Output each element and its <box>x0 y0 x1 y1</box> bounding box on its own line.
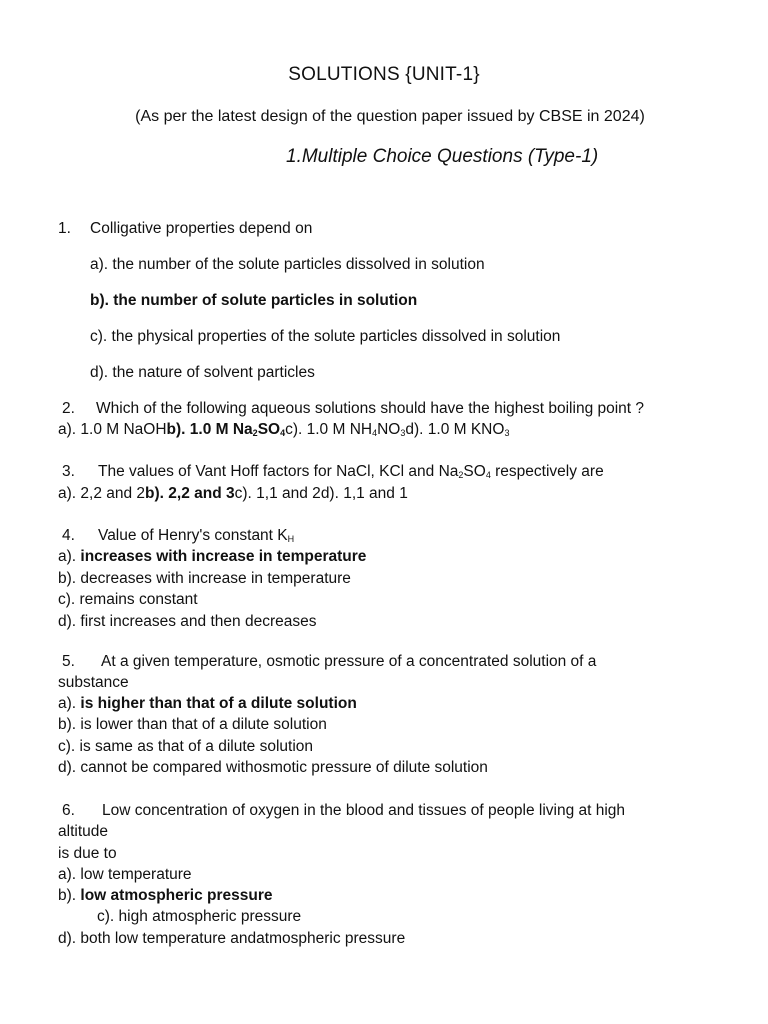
question-2 <box>62 400 644 418</box>
option-1b-answer: b). the number of solute particles in solution <box>90 292 418 309</box>
option-5d: d). cannot be compared withosmotic pressure of dilute solution <box>58 759 488 776</box>
option-4a: a). increases with increase in temperature <box>58 548 367 565</box>
question-text: Low concentration of oxygen in the blood and tissues of people living at high <box>102 802 626 819</box>
question-text: The values of Vant Hoff factors for NaCl, KCl and $Na_2SO_4$ respectively are <box>98 463 604 480</box>
page-subtitle: (As per the latest design of the question paper issued by CBSE in 2024) <box>135 108 645 125</box>
option-4c: c). remains constant <box>58 591 198 608</box>
option-2d: d). 1.0 M $KNO_3$ <box>405 421 510 438</box>
option-1a: a). the number of the solute particles dissolved in solution <box>90 256 485 273</box>
option-6a: a). low temperature <box>58 866 192 883</box>
question-number: 3. <box>62 463 75 480</box>
question-4 <box>62 527 294 545</box>
options-2 <box>58 421 509 439</box>
question-1 <box>58 220 312 238</box>
option-6b-answer: low atmospheric pressure <box>80 887 273 904</box>
option-5b: b). is lower than that of a dilute solution <box>58 716 327 733</box>
option-3c: c). 1,1 and 2 <box>234 485 321 502</box>
option-3d: d). 1,1 and 1 <box>320 485 408 502</box>
options-3 <box>58 485 408 503</box>
option-5a-answer: is higher than that of a dilute solution <box>80 695 357 712</box>
option-3a: a). 2,2 and 2 <box>58 485 146 502</box>
question-5 <box>62 653 596 671</box>
question-6-continued-2: is due to <box>58 845 117 862</box>
option-3b-answer: b). 2,2 and 3 <box>145 485 235 502</box>
option-6d: d). both low temperature andatmospheric pressure <box>58 930 406 947</box>
question-5-continued: substance <box>58 674 129 691</box>
page-title: SOLUTIONS {UNIT-1} <box>288 64 480 85</box>
option-1d: d). the nature of solvent particles <box>90 364 315 381</box>
question-number: 1. <box>58 220 71 237</box>
question-number: 2. <box>62 400 75 417</box>
question-subscript: H <box>287 534 295 544</box>
question-6 <box>62 802 625 820</box>
question-text: At a given temperature, osmotic pressure of a concentrated solution of a <box>101 653 597 670</box>
option-5c: c). is same as that of a dilute solution <box>58 738 314 755</box>
option-5a: a). is higher than that of a dilute solution <box>58 695 357 712</box>
option-2c: c). 1.0 M $NH_4NO_3$ <box>285 421 406 438</box>
option-4a-answer: increases with increase in temperature <box>80 548 367 565</box>
question-number: 5. <box>62 653 75 670</box>
question-text: Which of the following aqueous solutions should have the highest boiling point ? <box>96 400 645 417</box>
section-heading: 1.Multiple Choice Questions (Type-1) <box>286 146 599 167</box>
option-4d: d). first increases and then decreases <box>58 613 317 630</box>
question-text: Colligative properties depend on <box>90 220 313 237</box>
option-4b: b). decreases with increase in temperature <box>58 570 351 587</box>
question-number: 4. <box>62 527 75 544</box>
question-6-continued: altitude <box>58 823 108 840</box>
option-2b-answer: b). 1.0 M $Na_2SO_4$ <box>166 421 286 438</box>
question-3 <box>62 463 604 481</box>
question-number: 6. <box>62 802 75 819</box>
option-6b: b). low atmospheric pressure <box>58 887 273 904</box>
question-text: Value of Henry's constant K <box>98 527 288 544</box>
option-1c: c). the physical properties of the solute particles dissolved in solution <box>90 328 561 345</box>
option-6c: c). high atmospheric pressure <box>97 908 302 925</box>
option-2a: a). 1.0 M NaOH <box>58 421 167 438</box>
